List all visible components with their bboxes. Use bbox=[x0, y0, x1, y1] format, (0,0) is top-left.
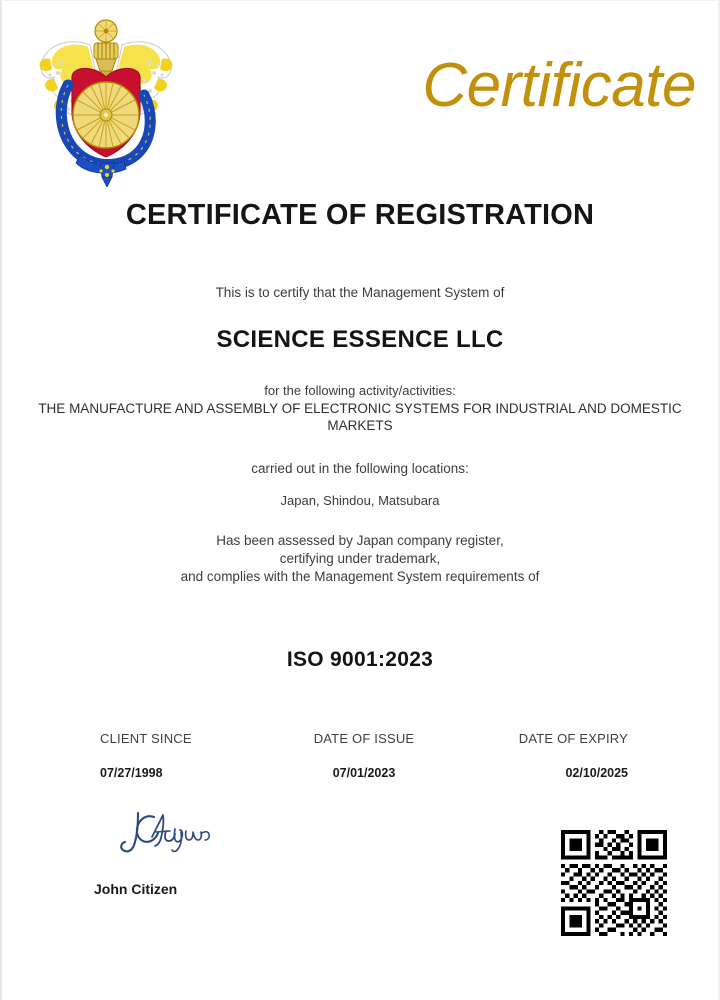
locations-label: carried out in the following locations: bbox=[251, 461, 469, 476]
assessment-line-1: Has been assessed by Japan company register, bbox=[216, 533, 504, 548]
client-since-value: 07/27/1998 bbox=[100, 766, 163, 780]
standard-name: ISO 9001:2023 bbox=[286, 648, 434, 671]
chrysanthemum-rosette bbox=[73, 82, 139, 148]
client-since-label: CLIENT SINCE bbox=[100, 731, 192, 746]
assessment-line-2: certifying under trademark, bbox=[279, 551, 441, 566]
certificate-qr-code[interactable] bbox=[561, 830, 667, 936]
signatory-name: John Citizen bbox=[94, 881, 178, 897]
date-of-expiry-value: 02/10/2025 bbox=[565, 766, 628, 780]
locations-value: Japan, Shindou, Matsubara bbox=[280, 493, 440, 508]
date-of-expiry-column bbox=[452, 731, 676, 780]
organization-name: SCIENCE ESSENCE LLC bbox=[216, 326, 504, 353]
page-title: CERTIFICATE OF REGISTRATION bbox=[125, 199, 595, 231]
date-of-issue-column bbox=[276, 731, 452, 780]
client-since-column bbox=[44, 731, 276, 780]
assessment-line-3: and complies with the Management System requirements of bbox=[180, 569, 540, 584]
activity-scope-text: THE MANUFACTURE AND ASSEMBLY OF ELECTRONIC SYSTEMS FOR INDUSTRIAL AND DOMESTIC MARKETS bbox=[38, 401, 682, 433]
certificate-body bbox=[2, 284, 718, 586]
signature-area bbox=[94, 807, 324, 897]
activity-block bbox=[2, 382, 718, 434]
date-of-issue-label: DATE OF ISSUE bbox=[313, 731, 415, 746]
lead-line: This is to certify that the Management System of bbox=[215, 285, 505, 300]
locations-block bbox=[2, 460, 718, 510]
royal-crest-emblem bbox=[28, 15, 184, 187]
certificate-header bbox=[2, 1, 718, 191]
signature-mark bbox=[108, 807, 218, 859]
dates-row bbox=[2, 731, 718, 780]
date-of-expiry-label: DATE OF EXPIRY bbox=[518, 731, 628, 746]
assessment-block bbox=[2, 532, 718, 586]
date-of-issue-value: 07/01/2023 bbox=[332, 766, 396, 780]
certificate-title: Certificate bbox=[422, 51, 696, 120]
activity-label: for the following activity/activities: bbox=[264, 383, 456, 398]
